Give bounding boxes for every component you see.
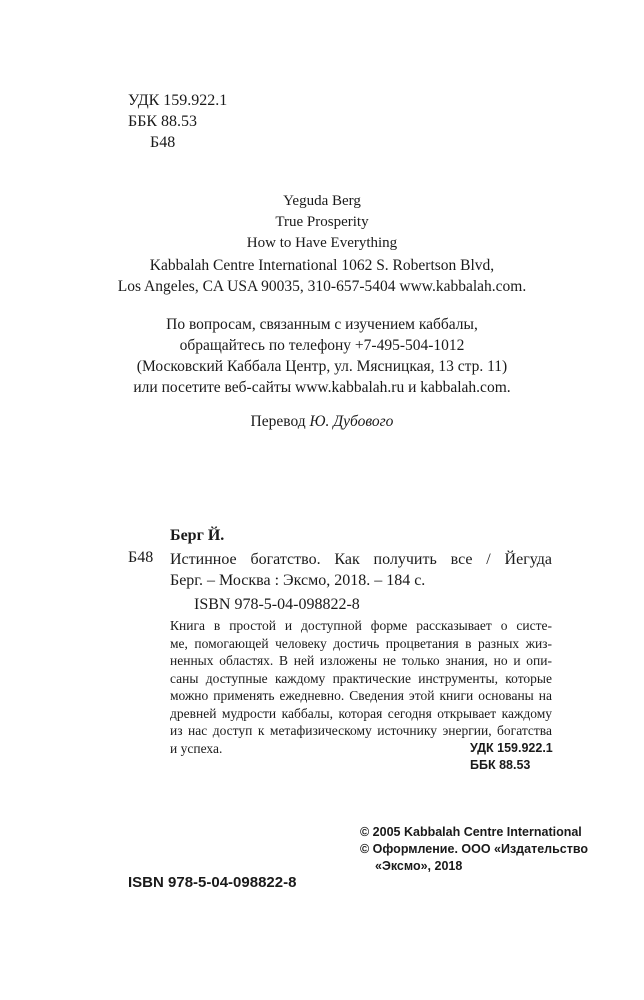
annotation-line: можно применять ежедневно. Сведения этой книги основаны на bbox=[170, 688, 552, 703]
copyright-line-1: © 2005 Kabbalah Centre International bbox=[360, 825, 582, 839]
translation-label: Перевод bbox=[250, 413, 306, 430]
annotation-line: ме, помогающей человеку достичь процветания в разных жиз- bbox=[170, 635, 552, 651]
udk-code-bottom: УДК 159.922.1 bbox=[470, 741, 553, 755]
udk-code: УДК 159.922.1 bbox=[128, 92, 228, 109]
contact-line-1: По вопросам, связанным с изучением каббалы, bbox=[166, 316, 478, 333]
copyright-block bbox=[360, 824, 588, 875]
contact-line-3: (Московский Каббала Центр, ул. Мясницкая, 13 стр. 11) bbox=[136, 358, 508, 375]
bib-line-1: Истинное богатство. Как получить все / Йегуда bbox=[170, 551, 552, 568]
isbn-footer: ISBN 978-5-04-098822-8 bbox=[128, 874, 297, 891]
bib-isbn: ISBN 978-5-04-098822-8 bbox=[194, 596, 360, 613]
original-edition bbox=[0, 191, 644, 254]
publisher-address bbox=[0, 255, 644, 297]
original-author: Yeguda Berg bbox=[283, 193, 361, 209]
translation-credit bbox=[0, 413, 644, 431]
contact-info bbox=[0, 314, 644, 398]
annotation-line: ненных областях. В ней изложены не только знания, но и опи- bbox=[170, 653, 552, 668]
bib-author: Берг Й. bbox=[170, 527, 225, 544]
bbk-code-bottom: ББК 88.53 bbox=[470, 758, 531, 772]
copyright-line-2: © Оформление. ООО «Издательство bbox=[360, 842, 588, 856]
classification-codes-bottom bbox=[470, 740, 553, 774]
address-line-2: Los Angeles, CA USA 90035, 310-657-5404 www.kabbalah.com. bbox=[117, 278, 527, 295]
annotation-line: и успеха. bbox=[170, 740, 223, 756]
annotation bbox=[170, 617, 552, 757]
original-subtitle: How to Have Everything bbox=[246, 235, 398, 251]
annotation-line: из нас доступ к метафизическому источнику энергии, богатства bbox=[170, 723, 552, 738]
annotation-line: Книга в простой и доступной форме рассказывает о систе- bbox=[170, 618, 552, 633]
annotation-line: саны доступные каждому практические инструменты, которые bbox=[170, 670, 552, 686]
bib-line-2: Берг. – Москва : Эксмо, 2018. – 184 с. bbox=[170, 572, 426, 589]
copyright-line-3: «Эксмо», 2018 bbox=[375, 859, 463, 873]
contact-line-4: или посетите веб-сайты www.kabbalah.ru и kabbalah.com. bbox=[133, 379, 511, 396]
bib-description bbox=[170, 549, 552, 591]
bbk-code: ББК 88.53 bbox=[128, 113, 198, 130]
annotation-line: древней мудрости каббалы, которая сегодня открывает каждому bbox=[170, 705, 552, 721]
author-mark: Б48 bbox=[150, 134, 176, 151]
translator-name: Ю. Дубового bbox=[309, 413, 394, 430]
bib-code: Б48 bbox=[128, 549, 154, 566]
address-line-1: Kabbalah Centre International 1062 S. Robertson Blvd, bbox=[149, 257, 495, 274]
contact-line-2: обращайтесь по телефону +7-495-504-1012 bbox=[179, 337, 465, 354]
original-title: True Prosperity bbox=[275, 214, 369, 230]
classification-codes bbox=[128, 90, 227, 153]
